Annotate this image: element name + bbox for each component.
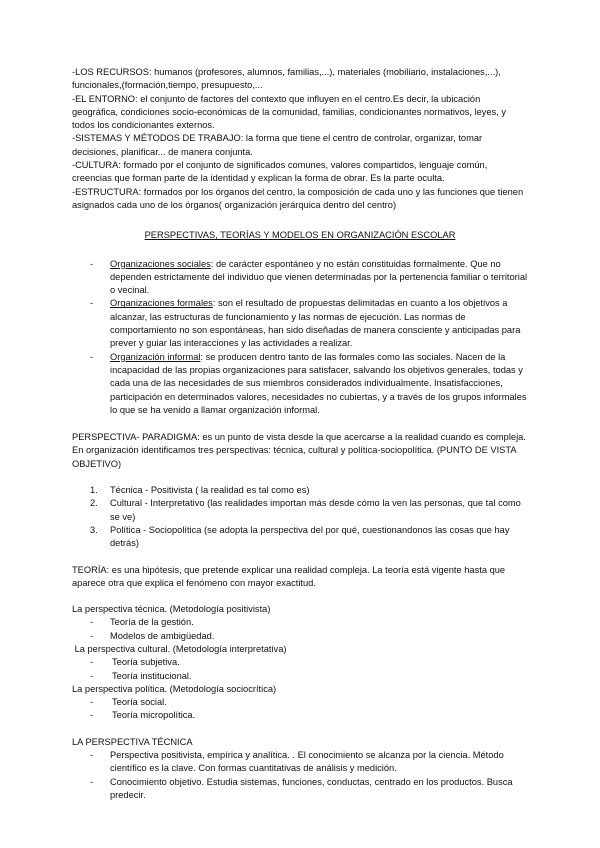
item-text: Técnica - Positivista ( la realidad es tal como es) (110, 485, 310, 496)
intro-estructura: -ESTRUCTURA: formados por los órganos del centro, la composición de cada uno y las funciones que tienen asignados cada uno de los órganos( organización jerárquica dentro del centro) (72, 186, 524, 210)
intro-cultura: -CULTURA: formado por el conjunto de significados comunes, valores compartidos, lenguaje común, creencias que forman parte de la identidad y explican la forma de obrar. Es la parte oculta. (72, 160, 488, 184)
list-item (72, 258, 528, 298)
org-text: : se producen dentro tanto de las formales como las sociales. Nacen de la incapacidad de las propias organizaciones para satisfacer, salvando los objetivos generales, todas y cada una de las necesidades de sus miembros considerados individualmente. Insatisfacciones, participación en determinados valores, necesidades no cubiertas, y a través de los grupos informales lo que se ha venido a llamar organización informal. (110, 351, 527, 415)
paradigma-paragraph: PERSPECTIVA- PARADIGMA: es un punto de vista desde la que acercarse a la realidad cuando es compleja. En organización identificamos tres perspectivas: técnica, cultural y política-sociopolítica. (PUNTO DE VISTA OBJETIVO) (72, 432, 526, 469)
group-title: La perspectiva política. (Metodología sociocrítica) (72, 683, 277, 694)
item-text: Cultural - Interpretativo (las realidades importan más desde cómo la ven las personas, que tal como se ve) (110, 498, 521, 522)
item-number: 3. (90, 524, 98, 535)
list-item: - Teoría social. (72, 696, 528, 709)
tecnica-list (72, 749, 528, 802)
item-text: Política - Sociopolítica (se adopta la perspectiva del por qué, cuestionandonos las cosas que hay detrás) (110, 524, 510, 549)
org-term: Organizaciones formales (110, 298, 213, 309)
list-item: - Modelos de ambigüedad. (72, 630, 528, 643)
list-item: - Teoría de la gestión. (72, 616, 528, 629)
group-items (72, 656, 528, 683)
org-term: Organización informal (110, 351, 201, 362)
teoria-paragraph: TEORÍA: es una hipótesis, que pretende explicar una realidad compleja. La teoría está vigente hasta que aparece otra que explica el fenómeno con mayor exactitud. (72, 564, 506, 588)
list-item (72, 351, 528, 417)
intro-sistemas: -SISTEMAS Y MÉTODOS DE TRABAJO: la forma que tiene el centro de controlar, organizar, tomar decisiones, planificar... de manera conjunta. (72, 133, 483, 157)
intro-recursos: -LOS RECURSOS: humanos (profesores, alumnos, familias,...), materiales (mobiliario, instalaciones,...), funcionales,(formación,tiempo, presupuesto,... (72, 67, 501, 91)
org-text: : son el resultado de propuestas delimitadas en cuanto a los objetivos a alcanzar, las estructuras de funcionamiento y las normas de ejecución. Las normas de comportamiento no son espontáneas, han sido diseñadas de manera consciente y anticipadas para prever y guiar las interacciones y las actividades a realizar. (110, 298, 521, 349)
list-item: - Perspectiva positivista, empírica y analítica. . El conocimiento se alcanza por la ciencia. Método científico es la clave. Con formas cuantitativas de análisis y medición. (72, 749, 528, 776)
list-item (72, 297, 528, 350)
groups-block (72, 603, 528, 723)
list-item: - Teoría subjetiva. (72, 656, 528, 669)
list-item (72, 497, 528, 524)
org-term: Organizaciones sociales (110, 258, 211, 269)
tecnica-heading: LA PERSPECTIVA TÉCNICA (72, 736, 193, 747)
intro-block (72, 66, 528, 212)
list-item: - Teoría institucional. (72, 670, 528, 683)
document-page (72, 66, 528, 802)
group-items (72, 696, 528, 723)
item-number: 1. (90, 485, 98, 496)
organizations-list (72, 258, 528, 418)
list-item: - Teoría micropolítica. (72, 709, 528, 722)
group-title: La perspectiva técnica. (Metodología positivista) (72, 604, 271, 615)
group-items (72, 616, 528, 643)
list-item (72, 484, 528, 497)
list-item (72, 524, 528, 551)
list-item: - Conocimiento objetivo. Estudia sistemas, funciones, conductas, centrado en los productos. Busca predecir. (72, 776, 528, 803)
section-heading: PERSPECTIVAS, TEORÍAS Y MODELOS EN ORGANIZACIÓN ESCOLAR (144, 230, 456, 241)
group-title: La perspectiva cultural. (Metodología interpretativa) (72, 643, 287, 654)
perspectives-list (72, 484, 528, 550)
item-number: 2. (90, 498, 98, 509)
org-text: : de carácter espontáneo y no están constituidas formalmente. Que no dependen estrictamente del individuo que vienen determinadas por la pertenencia familiar o territorial o vecinal. (110, 258, 528, 296)
intro-entorno: -EL ENTORNO: el conjunto de factores del contexto que influyen en el centro.Es decir, la ubicación geográfica, condiciones socio-económicas de la comunidad, familias, condicionantes normativos, leyes, y todos los condicionantes externos. (72, 93, 507, 131)
